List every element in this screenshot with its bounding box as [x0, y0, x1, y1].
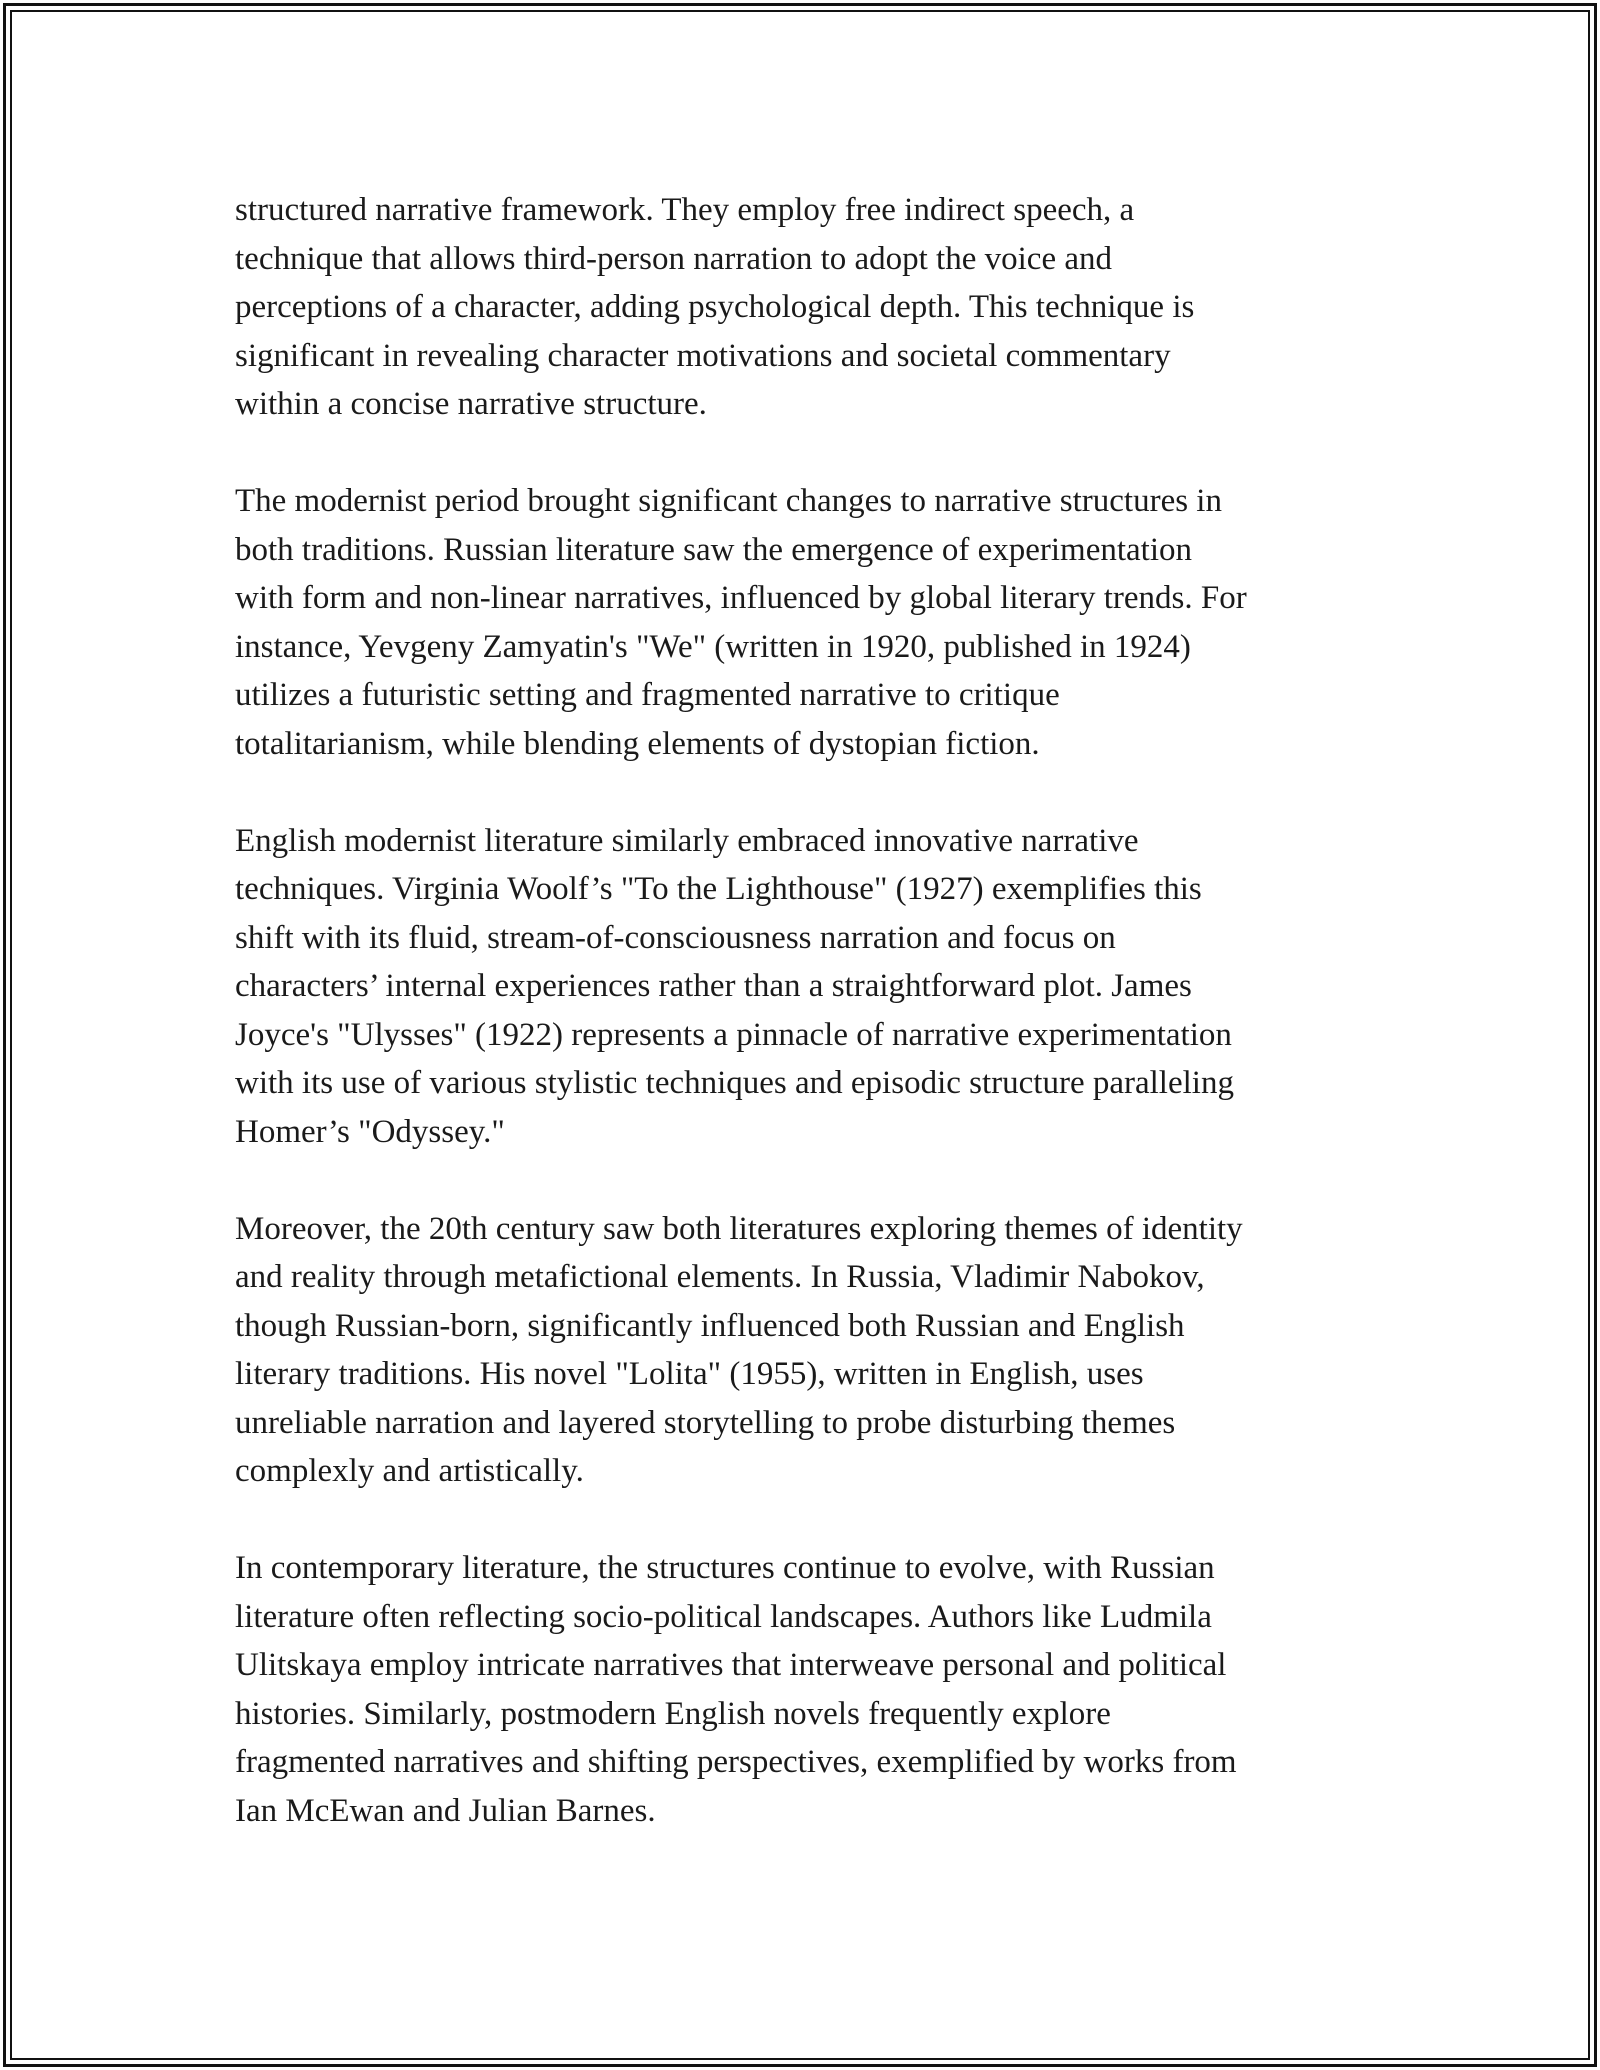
- text-line: Joyce's "Ulysses" (1922) represents a pinnacle of narrative experimentation: [235, 1016, 1232, 1053]
- text-line: characters’ internal experiences rather than a straightforward plot. James: [235, 968, 1192, 1004]
- paragraph-5: [235, 1544, 1385, 1835]
- document-body: [235, 186, 1385, 1835]
- paragraph-4: [235, 1205, 1385, 1496]
- text-line: significant in revealing character motivations and societal commentary: [235, 337, 1171, 374]
- text-line: though Russian-born, significantly influenced both Russian and English: [235, 1307, 1185, 1344]
- text-line: both traditions. Russian literature saw the emergence of experimentation: [235, 531, 1193, 568]
- text-line: shift with its fluid, stream-of-consciousness narration and focus on: [235, 919, 1116, 956]
- paragraph-3: [235, 817, 1385, 1157]
- text-line: Ian McEwan and Julian Barnes.: [235, 1792, 656, 1829]
- text-line: technique that allows third-person narration to adopt the voice and: [235, 240, 1112, 277]
- text-line: The modernist period brought significant changes to narrative structures in: [235, 483, 1222, 519]
- text-line: utilizes a futuristic setting and fragmented narrative to critique: [235, 677, 1060, 713]
- paragraph-1: [235, 186, 1385, 429]
- text-line: English modernist literature similarly embraced innovative narrative: [235, 822, 1139, 859]
- text-line: and reality through metafictional elements. In Russia, Vladimir Nabokov,: [235, 1259, 1205, 1295]
- text-line: with its use of various stylistic techniques and episodic structure paralleling: [235, 1065, 1234, 1101]
- text-line: histories. Similarly, postmodern English novels frequently explore: [235, 1695, 1111, 1732]
- text-line: unreliable narration and layered storytelling to probe disturbing themes: [235, 1404, 1176, 1441]
- text-line: with form and non-linear narratives, influenced by global literary trends. For: [235, 580, 1247, 616]
- text-line: perceptions of a character, adding psychological depth. This technique is: [235, 289, 1195, 325]
- text-line: complexly and artistically.: [235, 1453, 584, 1489]
- text-line: Moreover, the 20th century saw both literatures exploring themes of identity: [235, 1210, 1243, 1247]
- text-line: literature often reflecting socio-political landscapes. Authors like Ludmila: [235, 1598, 1212, 1635]
- text-line: Ulitskaya employ intricate narratives that interweave personal and political: [235, 1647, 1227, 1683]
- text-line: techniques. Virginia Woolf’s "To the Lighthouse" (1927) exemplifies this: [235, 871, 1202, 907]
- text-line: literary traditions. His novel "Lolita" (1955), written in English, uses: [235, 1356, 1144, 1392]
- text-line: Homer’s "Odyssey.": [235, 1113, 505, 1150]
- text-line: instance, Yevgeny Zamyatin's "We" (written in 1920, published in 1924): [235, 628, 1191, 665]
- text-line: In contemporary literature, the structures continue to evolve, with Russian: [235, 1550, 1215, 1586]
- text-line: totalitarianism, while blending elements of dystopian fiction.: [235, 725, 1040, 762]
- text-line: fragmented narratives and shifting perspectives, exemplified by works from: [235, 1744, 1237, 1780]
- paragraph-2: [235, 477, 1385, 768]
- text-line: structured narrative framework. They employ free indirect speech, a: [235, 192, 1135, 228]
- text-line: within a concise narrative structure.: [235, 386, 707, 422]
